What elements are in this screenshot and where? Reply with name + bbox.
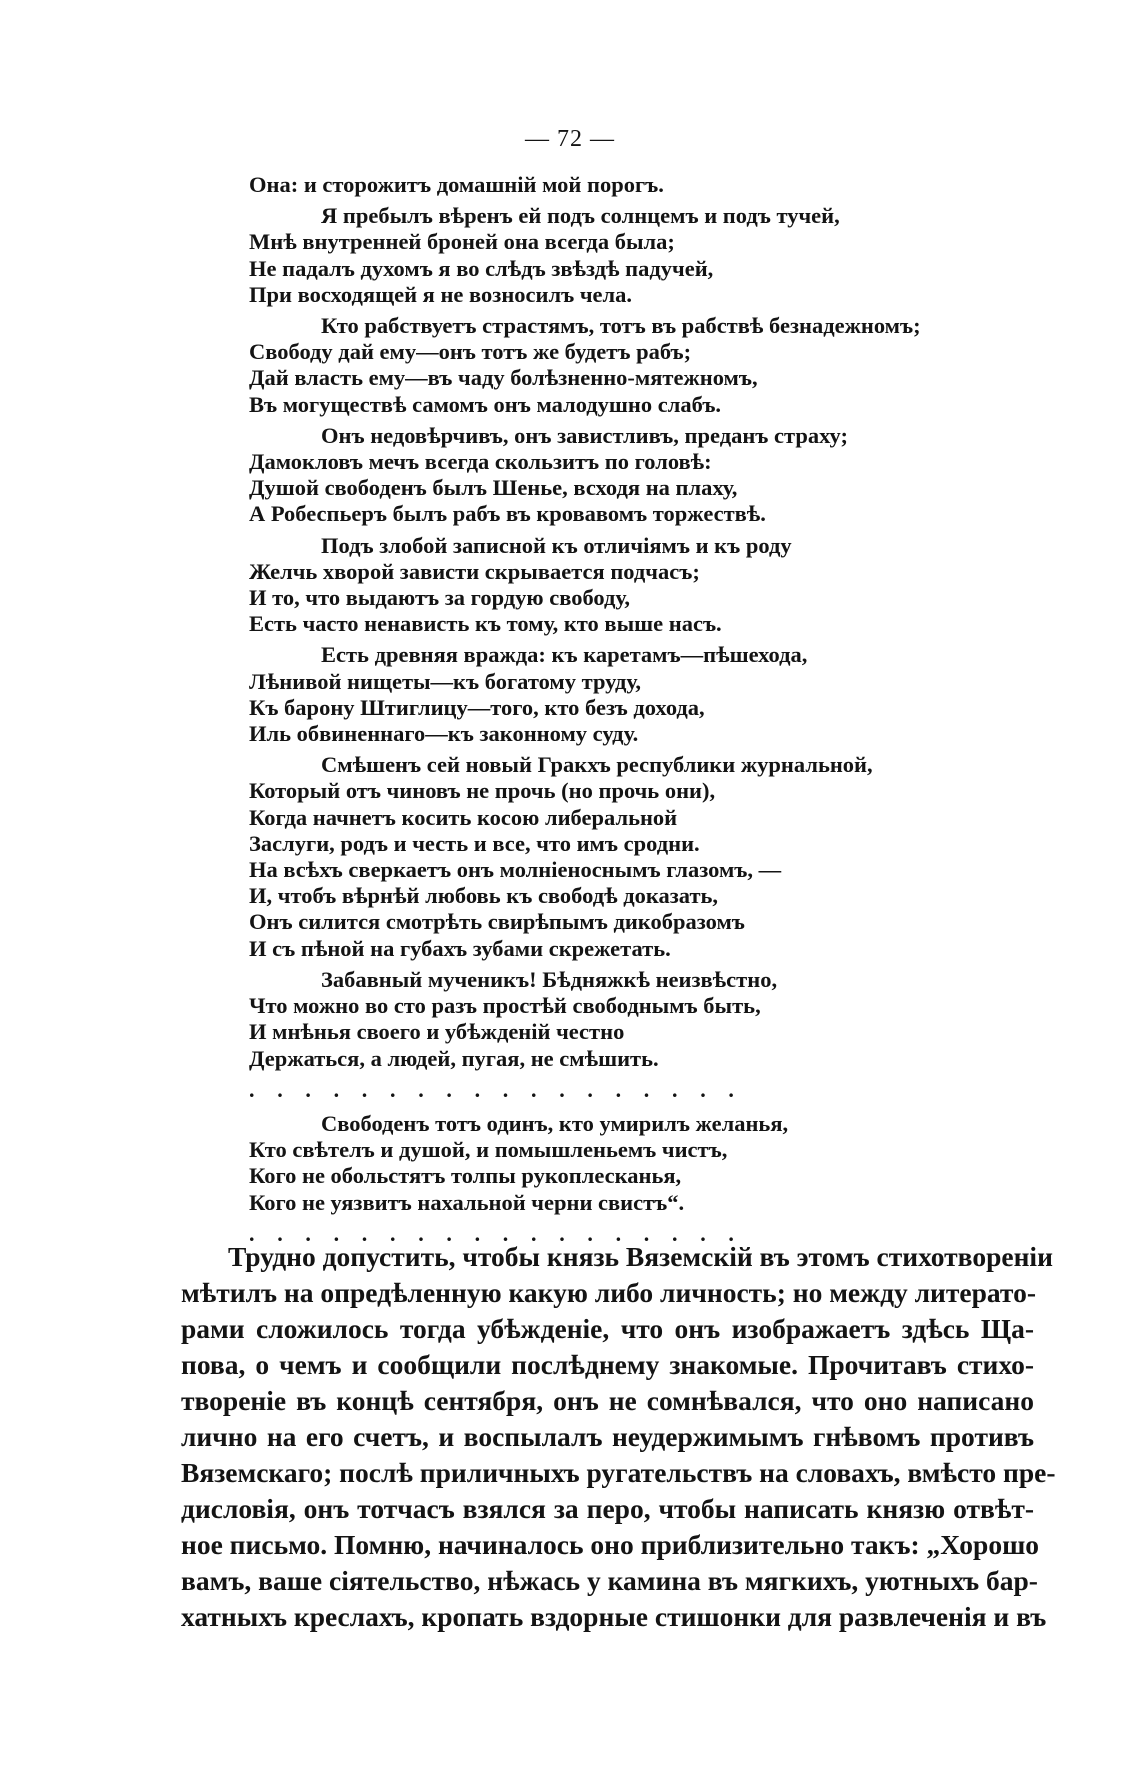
poem-line: И съ пѣной на губахъ зубами скрежетать. bbox=[249, 935, 671, 961]
poem-line: Мнѣ внутренней броней она всегда была; bbox=[249, 229, 675, 255]
poem-stanza bbox=[249, 533, 1009, 638]
prose-line: твореніе въ концѣ сентября, онъ не сомнѣвался, что оно написано bbox=[181, 1385, 1034, 1416]
poem-line: Заслуги, родъ и честь и все, что имъ сродни. bbox=[249, 830, 700, 856]
poem-line: Когда начнетъ косить косою либеральной bbox=[249, 804, 678, 830]
prose-line: дисловія, онъ тотчасъ взялся за перо, чтобы написать князю отвѣт- bbox=[181, 1493, 1034, 1524]
prose-line: мѣтилъ на опредѣленную какую либо личность; но между литерато- bbox=[181, 1277, 1036, 1308]
poem-line: Къ барону Штиглицу—того, кто безъ дохода, bbox=[249, 694, 705, 720]
poem-stanza bbox=[249, 752, 1009, 962]
poem-line: Душой свободенъ былъ Шенье, всходя на плаху, bbox=[249, 475, 738, 501]
prose-line: лично на его счетъ, и воспылалъ неудержимымъ гнѣвомъ противъ bbox=[181, 1421, 1034, 1452]
poem-line: Что можно во сто разъ простѣй свободнымъ быть, bbox=[249, 993, 761, 1019]
poem-line: Кого не обольстятъ толпы рукоплесканья, bbox=[249, 1163, 682, 1189]
poem-stanza bbox=[249, 172, 1009, 198]
poem-stanza bbox=[249, 203, 1009, 308]
poem-line: И, чтобъ вѣрнѣй любовь къ свободѣ доказать, bbox=[249, 883, 719, 909]
poem-line: Она: и сторожитъ домашній мой порогъ. bbox=[249, 172, 664, 197]
page-number: — 72 — bbox=[525, 126, 615, 152]
poem-line: И мнѣнья своего и убѣжденій честно bbox=[249, 1019, 625, 1045]
poem-line: Онъ недовѣрчивъ, онъ завистливъ, преданъ страху; bbox=[321, 422, 848, 448]
poem-line: Держаться, а людей, пугая, не смѣшить. bbox=[249, 1045, 659, 1071]
poem-line: Онъ силится смотрѣть свирѣпымъ дикобразомъ bbox=[249, 909, 745, 935]
ellipsis-row: . . . . . . . . . . . . . . . . . . bbox=[249, 1076, 743, 1102]
prose-line: ное письмо. Помню, начиналось оно приблизительно такъ: „Хорошо bbox=[181, 1529, 1040, 1560]
prose-block bbox=[181, 1239, 1056, 1635]
prose-line: рами сложилось тогда убѣжденіе, что онъ изображаетъ здѣсь Ща- bbox=[181, 1313, 1034, 1344]
poem-stanza bbox=[249, 967, 1009, 1072]
poem-line: Иль обвиненнаго—къ законному суду. bbox=[249, 721, 639, 747]
poem-line: Лѣнивой нищеты—къ богатому труду, bbox=[249, 668, 642, 694]
poem-line: Свободу дай ему—онъ тотъ же будетъ рабъ; bbox=[249, 339, 692, 365]
poem-line: Кого не уязвитъ нахальной черни свистъ“. bbox=[249, 1189, 685, 1215]
poem-line: И то, что выдаютъ за гордую свободу, bbox=[249, 585, 631, 611]
prose-line: хатныхъ креслахъ, кропать вздорные стишонки для развлеченія и въ bbox=[181, 1601, 1047, 1632]
poem-line: Кто рабствуетъ страстямъ, тотъ въ рабствѣ безнадежномъ; bbox=[321, 313, 921, 339]
poem-line: Который отъ чиновъ не прочь (но прочь они), bbox=[249, 778, 716, 804]
poem-line: Забавный мученикъ! Бѣдняжкѣ неизвѣстно, bbox=[321, 966, 778, 992]
poem-block bbox=[249, 172, 1009, 1255]
poem-line: Смѣшенъ сей новый Гракхъ республики журнальной, bbox=[321, 752, 873, 778]
poem-stanza bbox=[249, 313, 1009, 418]
poem-line: Есть часто ненависть къ тому, кто выше насъ. bbox=[249, 611, 722, 637]
poem-line: Свободенъ тотъ одинъ, кто умирилъ желанья, bbox=[321, 1110, 789, 1136]
poem-line: Я пребылъ вѣренъ ей подъ солнцемъ и подъ тучей, bbox=[321, 203, 840, 229]
poem-line: Есть древняя вражда: къ каретамъ—пѣшехода, bbox=[321, 642, 808, 668]
ellipsis-row: . . . . . . . . . . . . . . . . . . bbox=[249, 1220, 743, 1246]
prose-line: Трудно допустить, чтобы князь Вяземскій въ этомъ стихотвореніи bbox=[228, 1241, 1053, 1272]
poem-line: Дай власть ему—въ чаду болѣзненно-мятежномъ, bbox=[249, 365, 758, 391]
poem-line: Кто свѣтелъ и душой, и помышленьемъ чистъ, bbox=[249, 1137, 728, 1163]
poem-line: А Робеспьеръ былъ рабъ въ кровавомъ торжествѣ. bbox=[249, 501, 766, 527]
poem-line: Въ могуществѣ самомъ онъ малодушно слабъ. bbox=[249, 391, 722, 417]
poem-stanza bbox=[249, 642, 1009, 747]
poem-stanza bbox=[249, 1111, 1009, 1216]
poem-line: Желчь хворой зависти скрывается подчасъ; bbox=[249, 558, 700, 584]
prose-line: вамъ, ваше сіятельство, нѣжась у камина въ мягкихъ, уютныхъ бар- bbox=[181, 1565, 1038, 1596]
prose-line: пова, о чемъ и сообщили послѣднему знакомые. Прочитавъ стихо- bbox=[181, 1349, 1034, 1380]
poem-line: На всѣхъ сверкаетъ онъ молніеноснымъ глазомъ, — bbox=[249, 857, 782, 883]
poem-line: Не падалъ духомъ я во слѣдъ звѣздѣ падучей, bbox=[249, 255, 714, 281]
prose-line: Вяземскаго; послѣ приличныхъ ругательствъ на словахъ, вмѣсто пре- bbox=[181, 1457, 1056, 1488]
poem-line: Подъ злобой записной къ отличіямъ и къ роду bbox=[321, 532, 792, 558]
poem-line: При восходящей я не возносилъ чела. bbox=[249, 281, 633, 307]
poem-stanza bbox=[249, 423, 1009, 528]
poem-line: Дамокловъ мечъ всегда скользитъ по головѣ: bbox=[249, 449, 712, 475]
